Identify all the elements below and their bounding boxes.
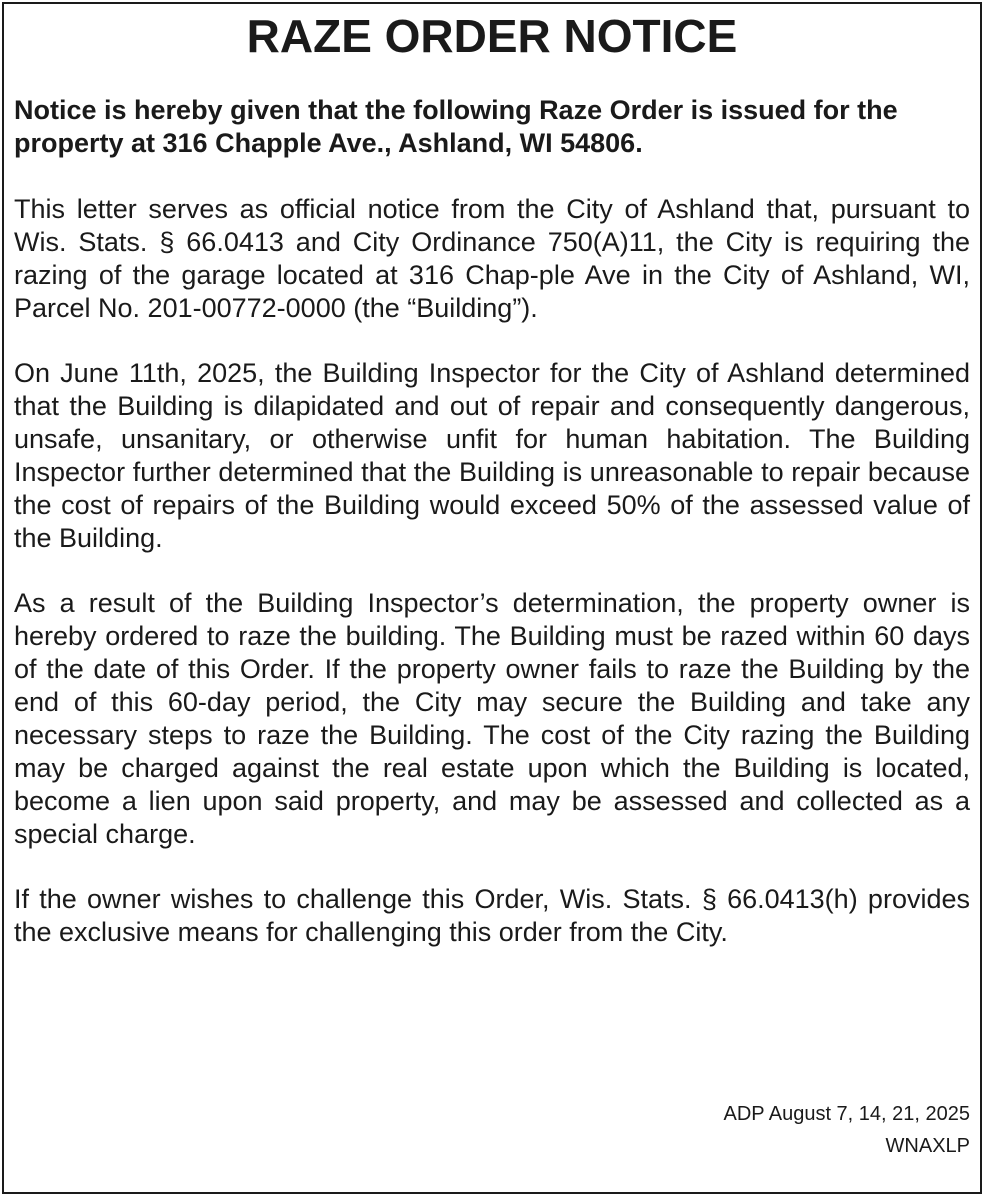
notice-frame [2,2,982,1194]
publication-dates: ADP August 7, 14, 21, 2025 [723,1103,970,1125]
paragraph-raze-order: As a result of the Building Inspector’s determination, the property owner is hereby ordered to raze the building. The Building must be razed within 60 days of the date of this Order. If the property owner fails to raze the Building by the end of this 60-day period, the City may secure the Building and take any necessary steps to raze the Building. The cost of the City razing the Building may be charged against the real estate upon which the Building is located, become a lien upon said property, and may be assessed and collected as a special charge. [14,588,970,849]
paragraph-inspection-finding: On June 11th, 2025, the Building Inspector for the City of Ashland determined that the Building is dilapidated and out of repair and consequently dangerous, unsafe, unsanitary, or otherwise unfit for human habitation. The Building Inspector further determined that the Building is unreasonable to repair because the cost of repairs of the Building would exceed 50% of the assessed value of the Building. [14,358,970,553]
publication-footer [724,1098,970,1162]
notice-lead: Notice is hereby given that the following Raze Order is issued for the property at 316 Chapple Ave., Ashland, WI 54806. [14,95,898,158]
notice-body [4,94,980,949]
notice-title: RAZE ORDER NOTICE [246,10,738,62]
paragraph-official-notice: This letter serves as official notice from the City of Ashland that, pursuant to Wis. Stats. § 66.0413 and City Ordinance 750(A)11, the City is requiring the razing of the garage located at 316 Chap-ple Ave in the City of Ashland, WI, Parcel No. 201-00772-0000 (the “Building”). [14,194,970,323]
publication-code: WNAXLP [885,1135,970,1157]
paragraph-challenge: If the owner wishes to challenge this Order, Wis. Stats. § 66.0413(h) provides the exclusive means for challenging this order from the City. [14,884,970,947]
